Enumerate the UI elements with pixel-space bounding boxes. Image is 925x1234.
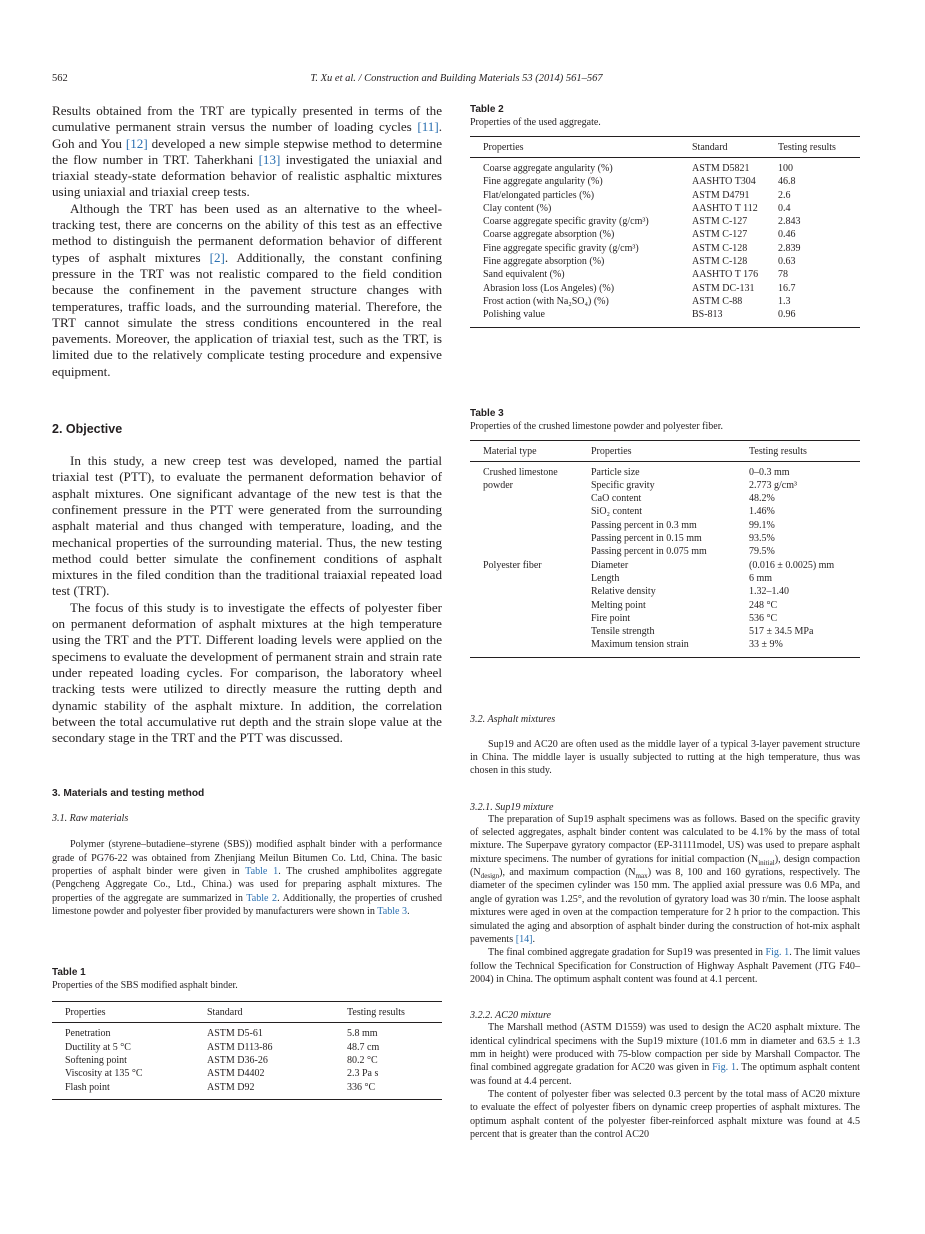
table-cell: [470, 572, 591, 585]
table-cell: Maximum tension strain: [591, 639, 689, 651]
column-header: Properties: [470, 137, 692, 158]
table-row: [470, 599, 860, 612]
table-cell: [470, 599, 591, 612]
table-cell: powder: [483, 479, 513, 491]
column-header: Standard: [692, 137, 778, 158]
text-run: ) was 8, 100 and 160 gyrations, respectively. The diameter of the specimen cylinder was 150 mm. The applied axial pressure was 0.6 MPa, and angle of gyration was 1.25°, and the revolution of gyratory load was 30 r/min. The loose asphalt mixtures were aged in oven at the compaction temperature for 2 h prior to the compaction. This simulated the aging and absorption of asphalt binder during the construction of hot-mix asphalt pavements: [470, 867, 860, 945]
table-row: [470, 175, 860, 188]
table-3-label: Table 3: [470, 407, 504, 419]
table-cell: Passing percent in 0.075 mm: [591, 546, 707, 558]
table-cell: Frost action (with Na₂SO₄) (%): [483, 295, 609, 307]
table-cell: 6 mm: [749, 572, 773, 584]
text-run: . Additionally, the constant confining pressure in the TRT was not realistic compared to the field condition because the confinement in the pavement structure changes with temperatures, traffic loads, and the surrounding material. Therefore, the TRT cannot simulate the stress conditions encountered in the real pavements. Moreover, the application of triaxial test, such as the TRT, is limited due to the relatively complicate testing procedure and expensive equipment.: [52, 249, 442, 379]
citation-link[interactable]: [2]: [209, 249, 225, 265]
page-number: 562: [52, 73, 68, 84]
column-header: Testing results: [778, 137, 860, 158]
table-1: [52, 966, 442, 1099]
text-run: The Marshall method (ASTM D1559) was used to design the AC20 asphalt mixture. The identical cylindrical specimens with the Sup19 mixture (101.6 mm in diameter and 63.5 ± 1.3 mm in height) were produced with 75-blow compaction per side by Marshall Compactor. The final combined aggregate gradation for AC20 was given in: [470, 1022, 860, 1074]
table-row: [470, 559, 860, 572]
table-row: [52, 1041, 442, 1054]
table-3-caption: Properties of the crushed limestone powder and polyester fiber.: [470, 420, 723, 432]
asphalt-mixtures-paragraph: Sup19 and AC20 are often used as the middle layer of a typical 3-layer pavement structure in China. The middle layer is usually subjected to rutting at the high temperature, thus was chosen in this study.: [470, 738, 860, 777]
table-cell: 99.1%: [749, 519, 775, 531]
table-2: [470, 103, 860, 328]
table-cell: SiO₂ content: [591, 506, 642, 518]
table-cell: 93.5%: [749, 533, 775, 545]
table-cell: Fine aggregate specific gravity (g/cm³): [483, 242, 639, 254]
table-cell: Polyester fiber: [483, 559, 542, 571]
table-row: [470, 255, 860, 268]
table-cell: Abrasion loss (Los Angeles) (%): [483, 282, 615, 294]
right-column: [470, 103, 860, 1141]
text-run: Results obtained from the TRT are typically presented in terms of the cumulative permanent strain versus the number of loading cycles: [52, 103, 442, 135]
table-2-header: [470, 137, 860, 158]
table-cell: Sand equivalent (%): [483, 269, 565, 281]
table-2-caption: Properties of the used aggregate.: [470, 117, 601, 128]
text-run: .: [532, 933, 536, 945]
table-cell: [470, 519, 591, 532]
column-header: Standard: [207, 1002, 347, 1023]
table-cell: 248 °C: [749, 599, 778, 611]
section-3-2-heading: 3.2. Asphalt mixtures: [470, 713, 556, 725]
table-cell: 46.8: [778, 176, 796, 188]
text-run: .: [407, 906, 410, 918]
table-cell: [470, 585, 591, 598]
table-cell: 5.8 mm: [347, 1028, 378, 1040]
table-cell: 78: [778, 269, 788, 281]
table-cell: Viscosity at 135 °C: [65, 1068, 143, 1080]
text-run: Polymer (styrene–butadiene–styrene (SBS)) modified asphalt binder with a performance grade of PG76-22 was obtained from Zhenjiang Meilun Bitumen Co. Ltd, China. The basic properties of asphalt binder were given in: [52, 839, 442, 878]
table-cell: Length: [591, 572, 620, 584]
table-cell: ASTM C-127: [692, 216, 748, 228]
table-row: [470, 638, 860, 657]
table-cell: BS-813: [692, 309, 723, 321]
table-cell: 2.839: [778, 242, 801, 254]
table-cell: (0.016 ± 0.0025) mm: [749, 559, 835, 571]
table-cell: Polishing value: [483, 309, 545, 321]
table-row: [470, 282, 860, 295]
table-cell: [470, 492, 591, 505]
column-header: Properties: [591, 440, 749, 461]
table-2-grid: [470, 136, 860, 328]
citation-link[interactable]: [11]: [417, 119, 439, 135]
table-cell: Melting point: [591, 599, 646, 611]
table-cell: Fire point: [591, 612, 631, 624]
table-cell: Relative density: [591, 586, 656, 598]
intro-paragraph-2: [52, 201, 442, 380]
table-cell: Penetration: [65, 1028, 111, 1040]
text-run: The final combined aggregate gradation for Sup19 was presented in: [488, 947, 766, 959]
table-cell: [470, 505, 591, 518]
table-1-caption: Properties of the SBS modified asphalt binder.: [52, 980, 238, 992]
table-row: [470, 461, 860, 479]
table-cell: ASTM D5-61: [207, 1028, 263, 1040]
table-cell: 2.843: [778, 216, 801, 228]
table-row: [470, 158, 860, 176]
table-row: [470, 479, 860, 492]
table-1-grid: [52, 1001, 442, 1099]
text-run: . The limit values follow the Technical Specification for Construction of Highway Asphalt Pavement (JTG F40–2004) in China. The optimum asphalt content was found at 4.1 percent.: [470, 947, 861, 985]
ac20-paragraph-2: The content of polyester fiber was selected 0.3 percent by the total mass of AC20 mixture to evaluate the effect of polyester fibers on dynamic creep properties of asphalt mixtures. The optimum asphalt content of the polyester fiber-reinforced asphalt mixture was found at 4.5 percent that is greater than the control AC20: [470, 1088, 860, 1140]
table-3-header: [470, 440, 860, 461]
subscript: max: [635, 872, 648, 881]
section-3-heading: 3. Materials and testing method: [52, 788, 205, 800]
table-row: [470, 572, 860, 585]
table-cell: [470, 545, 591, 558]
table-cell: AASHTO T304: [692, 176, 756, 188]
table-cell: ASTM DC-131: [692, 282, 755, 294]
table-cell: 16.7: [778, 282, 796, 294]
table-row: [470, 295, 860, 308]
table-row: [470, 519, 860, 532]
table-cell: Diameter: [591, 559, 629, 571]
section-3-2-1-heading: 3.2.1. Sup19 mixture: [470, 801, 554, 813]
table-cell: ASTM D92: [207, 1081, 255, 1093]
table-cell: Particle size: [591, 466, 640, 478]
table-row: [470, 505, 860, 518]
section-3-1-heading: 3.1. Raw materials: [52, 813, 129, 825]
table-cell: ASTM C-128: [692, 242, 748, 254]
table-3-grid: [470, 440, 860, 658]
text-run: Although the TRT has been used as an alternative to the wheel-tracking test, there are concerns on the ability of this test as an effective method to distinguish the permanent deformation behavior of different types of asphalt mixtures: [52, 200, 442, 265]
table-cell: Ductility at 5 °C: [65, 1041, 131, 1053]
table-row: [470, 189, 860, 202]
table-cell: [470, 532, 591, 545]
subscript: design: [480, 872, 500, 881]
text-run: ), design compaction (N: [470, 853, 860, 879]
table-cell: 0.63: [778, 256, 796, 268]
section-2-heading: 2. Objective: [52, 422, 123, 437]
table-cell: 517 ± 34.5 MPa: [749, 626, 814, 638]
intro-paragraph-1: [52, 103, 442, 201]
raw-materials-paragraph: [52, 838, 442, 918]
table-cell: CaO content: [591, 493, 642, 505]
table-cell: Passing percent in 0.3 mm: [591, 519, 697, 531]
citation-link[interactable]: Fig. 1: [765, 947, 790, 959]
table-cell: 48.2%: [749, 493, 775, 505]
table-cell: Flat/elongated particles (%): [483, 189, 595, 201]
table-row: [470, 202, 860, 215]
citation-link[interactable]: [14]: [515, 933, 533, 945]
table-cell: [470, 625, 591, 638]
text-run: developed a new simple stepwise method to determine the flow number in TRT. Taherkhani: [52, 135, 442, 167]
objective-paragraph-1: In this study, a new creep test was developed, named the partial triaxial test (PTT), to evaluate the permanent deformation behavior of asphalt mixtures. One significant advantage of the new test is that the confinement pressure in the PTT were generated from the surrounding asphalt material and thus changed with temperature, loading, and the mechanical properties of the surrounding material. Thus, the new testing method could better simulate the confinement conditions of asphalt mixtures in the filed condition than the traditional traiaxial repeated load test (TRT).: [52, 453, 442, 599]
table-cell: Flash point: [65, 1081, 110, 1093]
table-row: [470, 228, 860, 241]
text-run: ), and maximum compaction (N: [499, 867, 636, 879]
journal-reference: T. Xu et al. / Construction and Building Materials 53 (2014) 561–567: [310, 73, 603, 84]
table-cell: 336 °C: [347, 1081, 376, 1093]
table-cell: AASHTO T 112: [692, 202, 758, 214]
citation-link[interactable]: [13]: [258, 151, 281, 167]
table-cell: 79.5%: [749, 546, 775, 558]
table-cell: ASTM D5821: [692, 163, 750, 174]
ac20-paragraph-1: [470, 1021, 860, 1088]
citation-link[interactable]: Fig. 1: [712, 1062, 736, 1074]
table-cell: ASTM D113-86: [207, 1041, 273, 1053]
table-cell: ASTM C-127: [692, 229, 748, 241]
table-cell: Tensile strength: [591, 626, 655, 638]
table-row: [470, 532, 860, 545]
text-run: investigated the uniaxial and triaxial steady-state deformation behavior of realistic asphaltic mixtures using uniaxial and triaxial creep tests.: [52, 151, 443, 200]
table-cell: ASTM C-128: [692, 256, 748, 268]
table-cell: 536 °C: [749, 612, 778, 624]
table-cell: Coarse aggregate angularity (%): [483, 163, 613, 174]
table-cell: Softening point: [65, 1055, 127, 1067]
table-cell: ASTM C-88: [692, 295, 743, 307]
table-row: [470, 215, 860, 228]
citation-link[interactable]: Table 3: [377, 906, 408, 918]
table-cell: Crushed limestone: [483, 466, 558, 478]
table-cell: Clay content (%): [483, 202, 552, 214]
table-cell: Fine aggregate absorption (%): [483, 256, 605, 268]
column-header: Testing results: [749, 440, 860, 461]
table-row: [470, 308, 860, 327]
table-cell: 80.2 °C: [347, 1055, 378, 1067]
column-header: Material type: [470, 440, 591, 461]
table-cell: 2.6: [778, 189, 791, 201]
table-row: [470, 242, 860, 255]
table-1-header: [52, 1002, 442, 1023]
table-cell: 48.7 cm: [347, 1041, 380, 1053]
table-cell: ASTM D4402: [207, 1068, 265, 1080]
subscript: initial: [758, 858, 775, 867]
text-run: . Goh and You: [52, 119, 442, 151]
text-run: . Additionally, the properties of crushed limestone powder and polyester fiber provided by manufacturers were shown in: [52, 892, 443, 918]
text-run: . The crushed amphibolites aggregate (Pengcheng Aggregate Co., Ltd., China.) was used for preparing asphalt mixtures. The properties of the aggregate are summarized in: [52, 866, 443, 904]
table-row: [470, 585, 860, 598]
table-cell: AASHTO T 176: [692, 269, 759, 281]
sup19-paragraph-1: [470, 813, 860, 946]
left-column: [52, 103, 442, 1100]
table-cell: ASTM D36-26: [207, 1055, 268, 1067]
table-cell: 2.3 Pa s: [347, 1068, 379, 1080]
table-row: [52, 1081, 442, 1100]
table-cell: ASTM D4791: [692, 189, 750, 201]
table-row: [470, 545, 860, 558]
citation-link[interactable]: Table 2: [246, 892, 278, 904]
column-header: Properties: [52, 1002, 207, 1023]
table-cell: Coarse aggregate absorption (%): [483, 229, 615, 241]
table-cell: Fine aggregate angularity (%): [483, 176, 603, 188]
table-cell: 0.96: [778, 309, 796, 321]
objective-paragraph-2: The focus of this study is to investigate the effects of polyester fiber on permanent deformation of asphalt mixtures at the high temperature using the TRT and the PTT. Different loading levels were applied on the specimens to evaluate the development of permanent strain and strain rate under repeated loading cycles. For comparison, the laboratory wheel tracking tests were utilized to directly measure the rutting depth and dynamic stability of the asphalt mixture. In addition, the correlation between the total accumulative rut depth and the strain slope value at the secondary stage in the TRT and the PTT was discussed.: [52, 599, 442, 746]
table-cell: 100: [778, 163, 793, 174]
text-run: . The optimum asphalt content was found at 4.4 percent.: [470, 1062, 860, 1087]
table-cell: 0.46: [778, 229, 796, 241]
table-cell: Coarse aggregate specific gravity (g/cm³): [483, 216, 649, 228]
table-row: [52, 1023, 442, 1041]
section-3-2-2-heading: 3.2.2. AC20 mixture: [470, 1010, 552, 1022]
table-cell: 0.4: [778, 202, 791, 214]
table-row: [52, 1054, 442, 1067]
table-cell: 0–0.3 mm: [749, 466, 790, 478]
table-1-label: Table 1: [52, 967, 86, 979]
sup19-paragraph-2: [470, 946, 860, 986]
table-cell: Specific gravity: [591, 479, 655, 491]
table-cell: Passing percent in 0.15 mm: [591, 533, 702, 545]
table-3: [470, 407, 860, 658]
table-cell: 33 ± 9%: [749, 639, 783, 651]
column-header: Testing results: [347, 1002, 442, 1023]
table-row: [470, 492, 860, 505]
table-2-label: Table 2: [470, 104, 504, 115]
citation-link[interactable]: [12]: [125, 135, 148, 151]
table-cell: 1.46%: [749, 506, 775, 518]
text-run: The preparation of Sup19 asphalt specimens was as follows. Based on the specific gravity of selected aggregates, asphalt binder content was calculated to be 4.1% by the mass of total mixture. The Superpave gyratory compactor (EP-31111model, US) was used to prepare asphalt mixture specimens. The number of gyrations for initial compaction (N: [470, 813, 860, 865]
table-cell: 1.32–1.40: [749, 586, 789, 598]
table-row: [52, 1067, 442, 1080]
table-row: [470, 625, 860, 638]
table-cell: [470, 612, 591, 625]
table-cell: 2.773 g/cm³: [749, 479, 797, 491]
table-row: [470, 268, 860, 281]
table-cell: 1.3: [778, 295, 791, 307]
table-row: [470, 612, 860, 625]
table-cell: [470, 638, 591, 657]
citation-link[interactable]: Table 1: [245, 866, 279, 878]
